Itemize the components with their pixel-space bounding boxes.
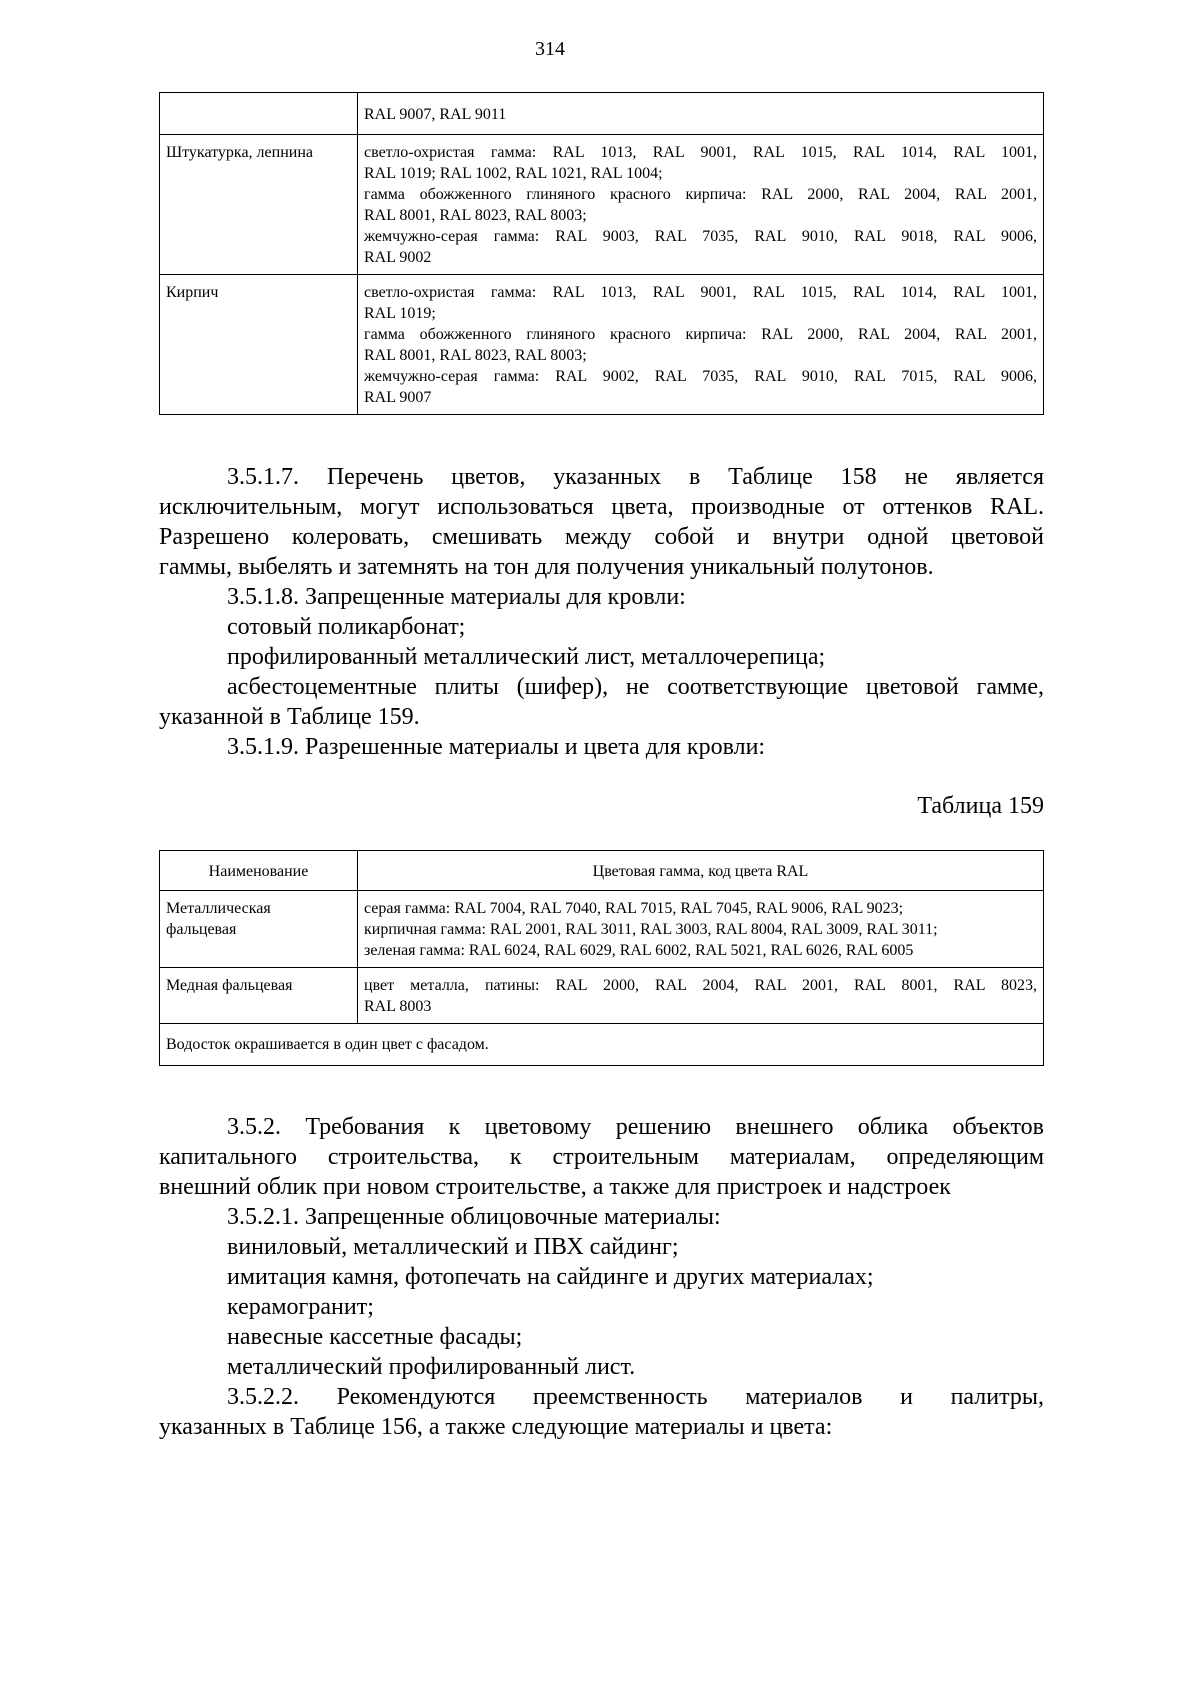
text-line: асбестоцементные плиты (шифер), не соответствующие цветовой гамме, — [227, 674, 1044, 700]
paragraph-3-5-2 — [159, 1112, 1044, 1202]
table-cell-name: Штукатурка, лепнина — [160, 135, 358, 275]
list-item: виниловый, металлический и ПВХ сайдинг; — [227, 1234, 679, 1260]
text-line: Разрешено колеровать, смешивать между собой и внутри одной цветовой — [159, 524, 1044, 550]
table-cell-line: RAL 9007 — [364, 389, 432, 406]
table-cell-line: зеленая гамма: RAL 6024, RAL 6029, RAL 6002, RAL 5021, RAL 6026, RAL 6005 — [364, 942, 914, 959]
table-cell-line: RAL 9007, RAL 9011 — [364, 106, 507, 123]
paragraph-3-5-1-9: 3.5.1.9. Разрешенные материалы и цвета для кровли: — [227, 734, 766, 760]
table-cell-line: кирпичная гамма: RAL 2001, RAL 3011, RAL 3003, RAL 8004, RAL 3009, RAL 3011; — [364, 921, 938, 938]
table-caption: Таблица 159 — [917, 793, 1044, 819]
table-cell-line: RAL 9002 — [364, 249, 432, 266]
table-158-continuation — [159, 92, 1044, 415]
table-cell-colors — [358, 891, 1044, 968]
column-header-name: Наименование — [160, 851, 358, 891]
table-cell-name — [160, 891, 358, 968]
list-item: профилированный металлический лист, металлочерепица; — [227, 644, 826, 670]
table-cell-line: жемчужно-серая гамма: RAL 9002, RAL 7035, RAL 9010, RAL 7015, RAL 9006, — [364, 368, 1037, 385]
text-line: гаммы, выбелять и затемнять на тон для получения уникальный полутонов. — [159, 554, 934, 580]
section-3-5-1-text — [159, 462, 1044, 762]
table-cell-line: RAL 1019; RAL 1002, RAL 1021, RAL 1004; — [364, 165, 663, 182]
text-line: исключительным, могут использоваться цвета, производные от оттенков RAL. — [159, 494, 1044, 520]
table-cell-name — [160, 93, 358, 135]
table-cell-line: RAL 1019; — [364, 305, 436, 322]
table-note: Водосток окрашивается в один цвет с фасадом. — [160, 1024, 1044, 1066]
text-line: указанной в Таблице 159. — [159, 704, 420, 730]
table-cell-line: цвет металла, патины: RAL 2000, RAL 2004, RAL 2001, RAL 8001, RAL 8023, — [364, 977, 1037, 994]
table-cell-line: светло-охристая гамма: RAL 1013, RAL 9001, RAL 1015, RAL 1014, RAL 1001, — [364, 144, 1037, 161]
table-cell-line: RAL 8003 — [364, 998, 432, 1015]
table-cell-line: гамма обожженного глиняного красного кирпича: RAL 2000, RAL 2004, RAL 2001, — [364, 326, 1037, 343]
text-line: 3.5.2.2. Рекомендуются преемственность материалов и палитры, — [227, 1384, 1044, 1410]
text-line: указанных в Таблице 156, а также следующие материалы и цвета: — [159, 1414, 833, 1440]
list-item: сотовый поликарбонат; — [227, 614, 466, 640]
list-item — [159, 672, 1044, 732]
table-cell-colors — [358, 135, 1044, 275]
paragraph-3-5-2-1: 3.5.2.1. Запрещенные облицовочные материалы: — [227, 1204, 721, 1230]
paragraph-3-5-1-7 — [159, 462, 1044, 582]
column-header-colors: Цветовая гамма, код цвета RAL — [358, 851, 1044, 891]
page-number: 314 — [535, 38, 565, 60]
table-cell-line: Металлическая — [166, 900, 271, 917]
text-line: 3.5.2. Требования к цветовому решению внешнего облика объектов — [227, 1114, 1044, 1140]
table-cell-line: гамма обожженного глиняного красного кирпича: RAL 2000, RAL 2004, RAL 2001, — [364, 186, 1037, 203]
table-cell-line: Медная фальцевая — [166, 977, 293, 994]
table-cell-line: светло-охристая гамма: RAL 1013, RAL 9001, RAL 1015, RAL 1014, RAL 1001, — [364, 284, 1037, 301]
table-row — [160, 275, 1044, 415]
table-cell-name: Кирпич — [160, 275, 358, 415]
paragraph-3-5-1-8: 3.5.1.8. Запрещенные материалы для кровли: — [227, 584, 686, 610]
table-cell-line: фальцевая — [166, 921, 237, 938]
list-item: имитация камня, фотопечать на сайдинге и других материалах; — [227, 1264, 874, 1290]
list-item: навесные кассетные фасады; — [227, 1324, 523, 1350]
table-row — [160, 93, 1044, 135]
table-note-row — [160, 1024, 1044, 1066]
paragraph-3-5-2-2 — [159, 1382, 1044, 1442]
list-item: металлический профилированный лист. — [227, 1354, 636, 1380]
text-line: капитального строительства, к строительным материалам, определяющим — [159, 1144, 1044, 1170]
table-row — [160, 968, 1044, 1024]
table-cell-colors — [358, 968, 1044, 1024]
text-line: 3.5.1.7. Перечень цветов, указанных в Таблице 158 не является — [227, 464, 1044, 490]
table-cell-colors — [358, 275, 1044, 415]
table-cell-line: жемчужно-серая гамма: RAL 9003, RAL 7035, RAL 9010, RAL 9018, RAL 9006, — [364, 228, 1037, 245]
table-cell-colors — [358, 93, 1044, 135]
table-cell-line: RAL 8001, RAL 8023, RAL 8003; — [364, 347, 587, 364]
table-row — [160, 135, 1044, 275]
table-cell-name — [160, 968, 358, 1024]
table-header-row — [160, 851, 1044, 891]
table-159 — [159, 850, 1044, 1066]
text-line: внешний облик при новом строительстве, а также для пристроек и надстроек — [159, 1174, 951, 1200]
table-cell-line: серая гамма: RAL 7004, RAL 7040, RAL 7015, RAL 7045, RAL 9006, RAL 9023; — [364, 900, 904, 917]
table-row — [160, 891, 1044, 968]
table-cell-line: RAL 8001, RAL 8023, RAL 8003; — [364, 207, 587, 224]
list-item: керамогранит; — [227, 1294, 374, 1320]
section-3-5-2-text — [159, 1112, 1044, 1442]
